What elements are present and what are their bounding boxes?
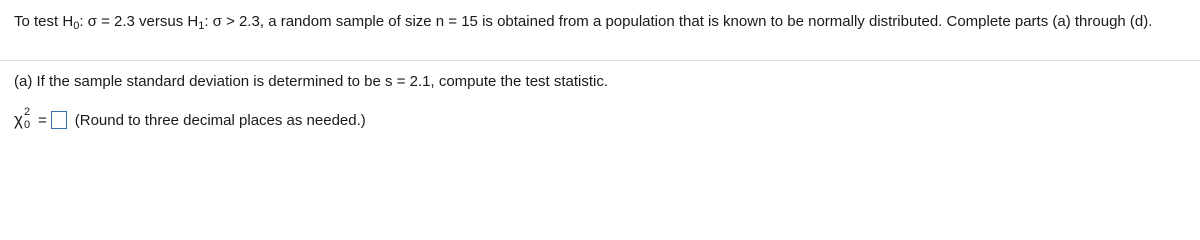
chi-superscript: 2 bbox=[24, 106, 31, 118]
rounding-hint: (Round to three decimal places as needed.) bbox=[74, 111, 366, 129]
h0-subscript: 0 bbox=[73, 20, 80, 32]
problem-statement bbox=[14, 9, 1194, 35]
section-divider bbox=[0, 60, 1200, 61]
problem-text-3: : σ > 2.3, a random sample of size n = 15 is obtained from a population that is known to be normally distributed. Complete parts (a) through (d). bbox=[204, 13, 1153, 30]
h1-subscript: 1 bbox=[198, 20, 205, 32]
problem-text-2: : σ = 2.3 versus H bbox=[79, 13, 199, 30]
answer-input[interactable] bbox=[51, 111, 67, 129]
chi-square-symbol bbox=[14, 108, 36, 132]
answer-row bbox=[14, 108, 366, 132]
chi-letter: χ bbox=[14, 110, 23, 129]
chi-subscript: 0 bbox=[24, 119, 31, 131]
equals-sign: = bbox=[38, 111, 47, 129]
part-a-question: (a) If the sample standard deviation is determined to be s = 2.1, compute the test statistic. bbox=[14, 73, 609, 90]
problem-text-1: To test H bbox=[14, 13, 74, 30]
